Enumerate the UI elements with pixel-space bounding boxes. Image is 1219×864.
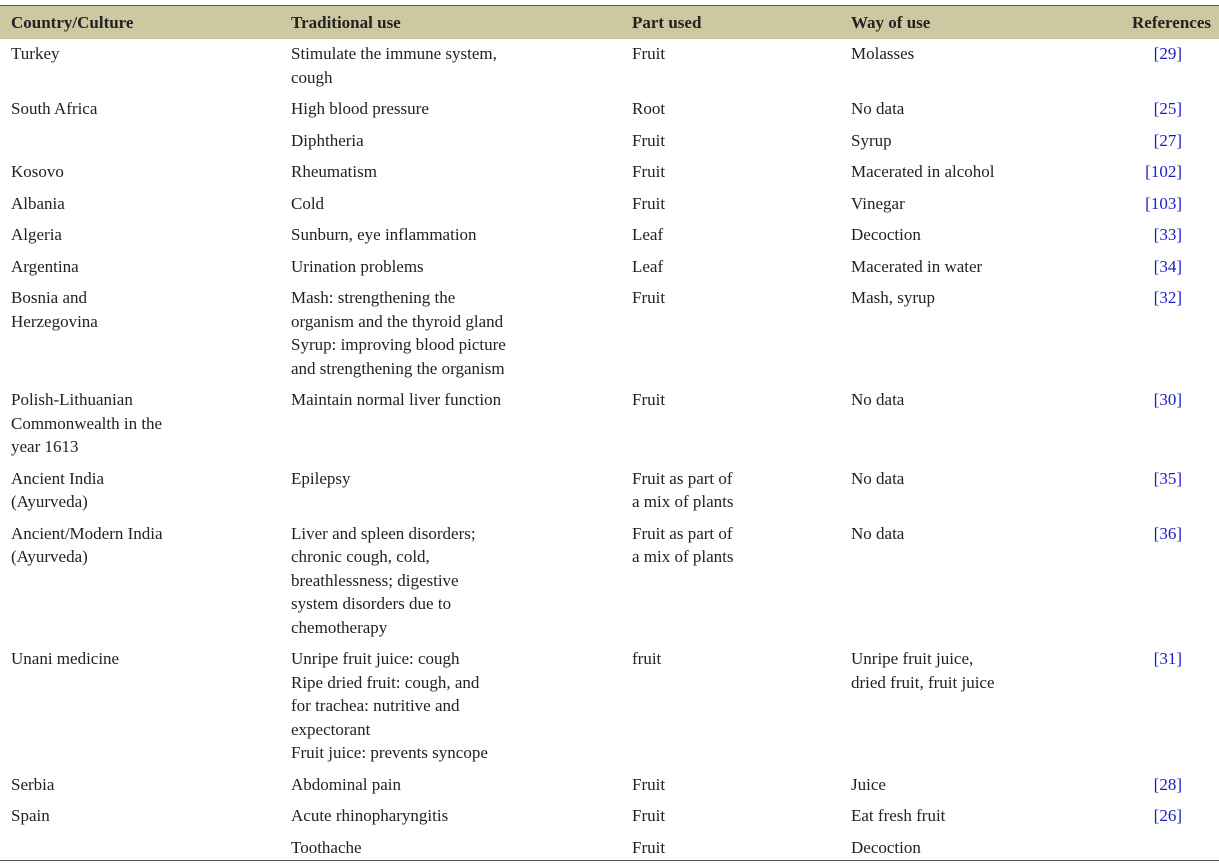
cell-way-of-use-line: Decoction <box>851 836 1090 860</box>
cell-part-used <box>621 220 840 252</box>
cell-way-of-use-line: Eat fresh fruit <box>851 804 1090 828</box>
cell-country-line: (Ayurveda) <box>11 490 280 514</box>
cell-traditional-use-line: Cold <box>291 192 621 216</box>
table-header <box>0 6 1219 39</box>
cell-country-line: Spain <box>11 804 280 828</box>
cell-country <box>0 157 280 189</box>
cell-part-used-line: Fruit <box>632 160 840 184</box>
cell-way-of-use <box>840 189 1090 221</box>
cell-way-of-use <box>840 644 1090 770</box>
cell-way-of-use-line: Syrup <box>851 129 1090 153</box>
cell-traditional-use <box>280 801 621 833</box>
cell-part-used-line: Fruit <box>632 192 840 216</box>
cell-country-line: year 1613 <box>11 435 280 459</box>
cell-traditional-use-line: Acute rhinopharyngitis <box>291 804 621 828</box>
reference-link[interactable]: [35] <box>1154 469 1182 488</box>
header-references: References <box>1090 6 1219 39</box>
cell-part-used <box>621 519 840 645</box>
cell-traditional-use-line: Sunburn, eye inflammation <box>291 223 621 247</box>
cell-way-of-use <box>840 157 1090 189</box>
cell-country <box>0 464 280 519</box>
table-row <box>0 644 1219 770</box>
cell-traditional-use-line: for trachea: nutritive and <box>291 694 621 718</box>
cell-country-line: Bosnia and <box>11 286 280 310</box>
cell-traditional-use-line: Ripe dried fruit: cough, and <box>291 671 621 695</box>
cell-way-of-use <box>840 283 1090 385</box>
cell-country-line: Ancient India <box>11 467 280 491</box>
cell-reference <box>1090 801 1219 833</box>
header-way-of-use: Way of use <box>840 6 1090 39</box>
cell-way-of-use-line: No data <box>851 388 1090 412</box>
cell-traditional-use <box>280 283 621 385</box>
cell-part-used-line: Fruit <box>632 42 840 66</box>
cell-traditional-use <box>280 464 621 519</box>
cell-way-of-use <box>840 464 1090 519</box>
cell-part-used-line: a mix of plants <box>632 545 840 569</box>
cell-way-of-use <box>840 94 1090 126</box>
table-row <box>0 519 1219 645</box>
cell-traditional-use-line: Unripe fruit juice: cough <box>291 647 621 671</box>
cell-part-used-line: Leaf <box>632 255 840 279</box>
cell-part-used <box>621 770 840 802</box>
cell-traditional-use-line: Stimulate the immune system, <box>291 42 621 66</box>
reference-link[interactable]: [27] <box>1154 131 1182 150</box>
cell-way-of-use-line: No data <box>851 522 1090 546</box>
cell-part-used-line: Leaf <box>632 223 840 247</box>
cell-country <box>0 519 280 645</box>
cell-country <box>0 644 280 770</box>
reference-link[interactable]: [34] <box>1154 257 1182 276</box>
cell-part-used <box>621 385 840 464</box>
cell-traditional-use-line: Mash: strengthening the <box>291 286 621 310</box>
cell-way-of-use-line: Unripe fruit juice, <box>851 647 1090 671</box>
cell-traditional-use-line: breathlessness; digestive <box>291 569 621 593</box>
cell-way-of-use-line: dried fruit, fruit juice <box>851 671 1090 695</box>
reference-link[interactable]: [103] <box>1145 194 1182 213</box>
cell-country <box>0 283 280 385</box>
cell-part-used <box>621 94 840 126</box>
cell-country-line: Argentina <box>11 255 280 279</box>
reference-link[interactable]: [36] <box>1154 524 1182 543</box>
header-country: Country/Culture <box>0 6 280 39</box>
cell-part-used <box>621 801 840 833</box>
cell-reference <box>1090 252 1219 284</box>
cell-traditional-use-line: Urination problems <box>291 255 621 279</box>
cell-part-used-line: Fruit <box>632 129 840 153</box>
cell-country <box>0 801 280 833</box>
traditional-use-table <box>0 6 1219 864</box>
cell-part-used-line: Fruit as part of <box>632 467 840 491</box>
cell-country-line: (Ayurveda) <box>11 545 280 569</box>
cell-country-line: Ancient/Modern India <box>11 522 280 546</box>
cell-country <box>0 220 280 252</box>
cell-traditional-use <box>280 385 621 464</box>
cell-way-of-use-line: Decoction <box>851 223 1090 247</box>
cell-part-used-line: Fruit <box>632 388 840 412</box>
cell-traditional-use <box>280 189 621 221</box>
reference-link[interactable]: [102] <box>1145 162 1182 181</box>
cell-way-of-use-line: Juice <box>851 773 1090 797</box>
cell-reference <box>1090 220 1219 252</box>
cell-way-of-use <box>840 252 1090 284</box>
table-row <box>0 126 1219 158</box>
cell-country <box>0 39 280 94</box>
cell-part-used <box>621 252 840 284</box>
cell-reference <box>1090 644 1219 770</box>
cell-way-of-use-line: Mash, syrup <box>851 286 1090 310</box>
table-row <box>0 94 1219 126</box>
cell-part-used-line: Fruit <box>632 773 840 797</box>
cell-traditional-use-line: Fruit juice: prevents syncope <box>291 741 621 765</box>
cell-part-used-line: a mix of plants <box>632 490 840 514</box>
cell-traditional-use <box>280 126 621 158</box>
cell-traditional-use-line: Epilepsy <box>291 467 621 491</box>
cell-country <box>0 126 280 158</box>
cell-traditional-use <box>280 770 621 802</box>
cell-traditional-use-line: Liver and spleen disorders; <box>291 522 621 546</box>
cell-way-of-use-line: Molasses <box>851 42 1090 66</box>
cell-part-used <box>621 157 840 189</box>
cell-traditional-use-line: organism and the thyroid gland <box>291 310 621 334</box>
cell-reference <box>1090 126 1219 158</box>
cell-way-of-use <box>840 801 1090 833</box>
cell-country <box>0 94 280 126</box>
cell-country <box>0 385 280 464</box>
cell-way-of-use <box>840 220 1090 252</box>
table-row <box>0 220 1219 252</box>
cell-way-of-use <box>840 126 1090 158</box>
cell-country-line: Herzegovina <box>11 310 280 334</box>
cell-reference <box>1090 94 1219 126</box>
cell-reference <box>1090 39 1219 94</box>
cell-reference <box>1090 283 1219 385</box>
reference-link[interactable]: [25] <box>1154 99 1182 118</box>
cell-country-line: Unani medicine <box>11 647 280 671</box>
table-row <box>0 770 1219 802</box>
cell-country-line: Algeria <box>11 223 280 247</box>
cell-country <box>0 189 280 221</box>
cell-traditional-use-line: Syrup: improving blood picture <box>291 333 621 357</box>
reference-link[interactable]: [26] <box>1154 806 1182 825</box>
header-row <box>0 6 1219 39</box>
cell-traditional-use <box>280 39 621 94</box>
cell-part-used <box>621 189 840 221</box>
cell-traditional-use <box>280 644 621 770</box>
cell-part-used <box>621 644 840 770</box>
cell-reference <box>1090 464 1219 519</box>
cell-traditional-use-line: chronic cough, cold, <box>291 545 621 569</box>
cell-way-of-use-line: Macerated in alcohol <box>851 160 1090 184</box>
header-traditional-use: Traditional use <box>280 6 621 39</box>
cell-part-used-line: Fruit <box>632 804 840 828</box>
cell-traditional-use <box>280 220 621 252</box>
cell-traditional-use-line: Maintain normal liver function <box>291 388 621 412</box>
cell-traditional-use <box>280 157 621 189</box>
cell-part-used-line: Fruit <box>632 836 840 860</box>
cell-part-used <box>621 283 840 385</box>
cell-reference <box>1090 519 1219 645</box>
cell-part-used <box>621 126 840 158</box>
cell-way-of-use <box>840 39 1090 94</box>
cell-way-of-use-line: No data <box>851 97 1090 121</box>
reference-link[interactable]: [33] <box>1154 225 1182 244</box>
cell-reference <box>1090 385 1219 464</box>
table-row <box>0 464 1219 519</box>
cell-country-line: Serbia <box>11 773 280 797</box>
table-row <box>0 39 1219 94</box>
cell-traditional-use-line: expectorant <box>291 718 621 742</box>
table-row <box>0 801 1219 833</box>
cell-part-used-line: Fruit <box>632 286 840 310</box>
cell-reference <box>1090 157 1219 189</box>
reference-link[interactable]: [28] <box>1154 775 1182 794</box>
cell-way-of-use-line: No data <box>851 467 1090 491</box>
cell-part-used <box>621 39 840 94</box>
cell-country-line: South Africa <box>11 97 280 121</box>
cell-part-used <box>621 464 840 519</box>
cell-traditional-use <box>280 252 621 284</box>
table-row <box>0 283 1219 385</box>
cell-traditional-use-line: chemotherapy <box>291 616 621 640</box>
table-body <box>0 39 1219 864</box>
cell-country <box>0 770 280 802</box>
cell-traditional-use-line: and strengthening the organism <box>291 357 621 381</box>
cell-traditional-use-line: Rheumatism <box>291 160 621 184</box>
table-row <box>0 189 1219 221</box>
table-row <box>0 157 1219 189</box>
cell-part-used-line: Root <box>632 97 840 121</box>
cell-country <box>0 252 280 284</box>
reference-link[interactable]: [31] <box>1154 649 1182 668</box>
cell-reference <box>1090 189 1219 221</box>
cell-country-line: Kosovo <box>11 160 280 184</box>
cell-traditional-use-line: Diphtheria <box>291 129 621 153</box>
cell-country-line: Commonwealth in the <box>11 412 280 436</box>
cell-part-used-line: fruit <box>632 647 840 671</box>
cell-traditional-use-line: High blood pressure <box>291 97 621 121</box>
reference-link[interactable]: [32] <box>1154 288 1182 307</box>
cell-traditional-use <box>280 94 621 126</box>
table-row <box>0 252 1219 284</box>
cell-traditional-use <box>280 519 621 645</box>
cell-reference <box>1090 770 1219 802</box>
table-bottom-rule <box>0 860 1219 861</box>
cell-way-of-use <box>840 519 1090 645</box>
cell-country-line: Polish-Lithuanian <box>11 388 280 412</box>
cell-way-of-use-line: Vinegar <box>851 192 1090 216</box>
cell-traditional-use-line: Toothache <box>291 836 621 860</box>
reference-link[interactable]: [29] <box>1154 44 1182 63</box>
cell-traditional-use-line: Abdominal pain <box>291 773 621 797</box>
cell-country-line: Turkey <box>11 42 280 66</box>
cell-way-of-use <box>840 770 1090 802</box>
cell-way-of-use-line: Macerated in water <box>851 255 1090 279</box>
cell-part-used-line: Fruit as part of <box>632 522 840 546</box>
cell-country-line: Albania <box>11 192 280 216</box>
reference-link[interactable]: [30] <box>1154 390 1182 409</box>
cell-traditional-use-line: cough <box>291 66 621 90</box>
table-row <box>0 385 1219 464</box>
cell-traditional-use-line: system disorders due to <box>291 592 621 616</box>
header-part-used: Part used <box>621 6 840 39</box>
cell-way-of-use <box>840 385 1090 464</box>
